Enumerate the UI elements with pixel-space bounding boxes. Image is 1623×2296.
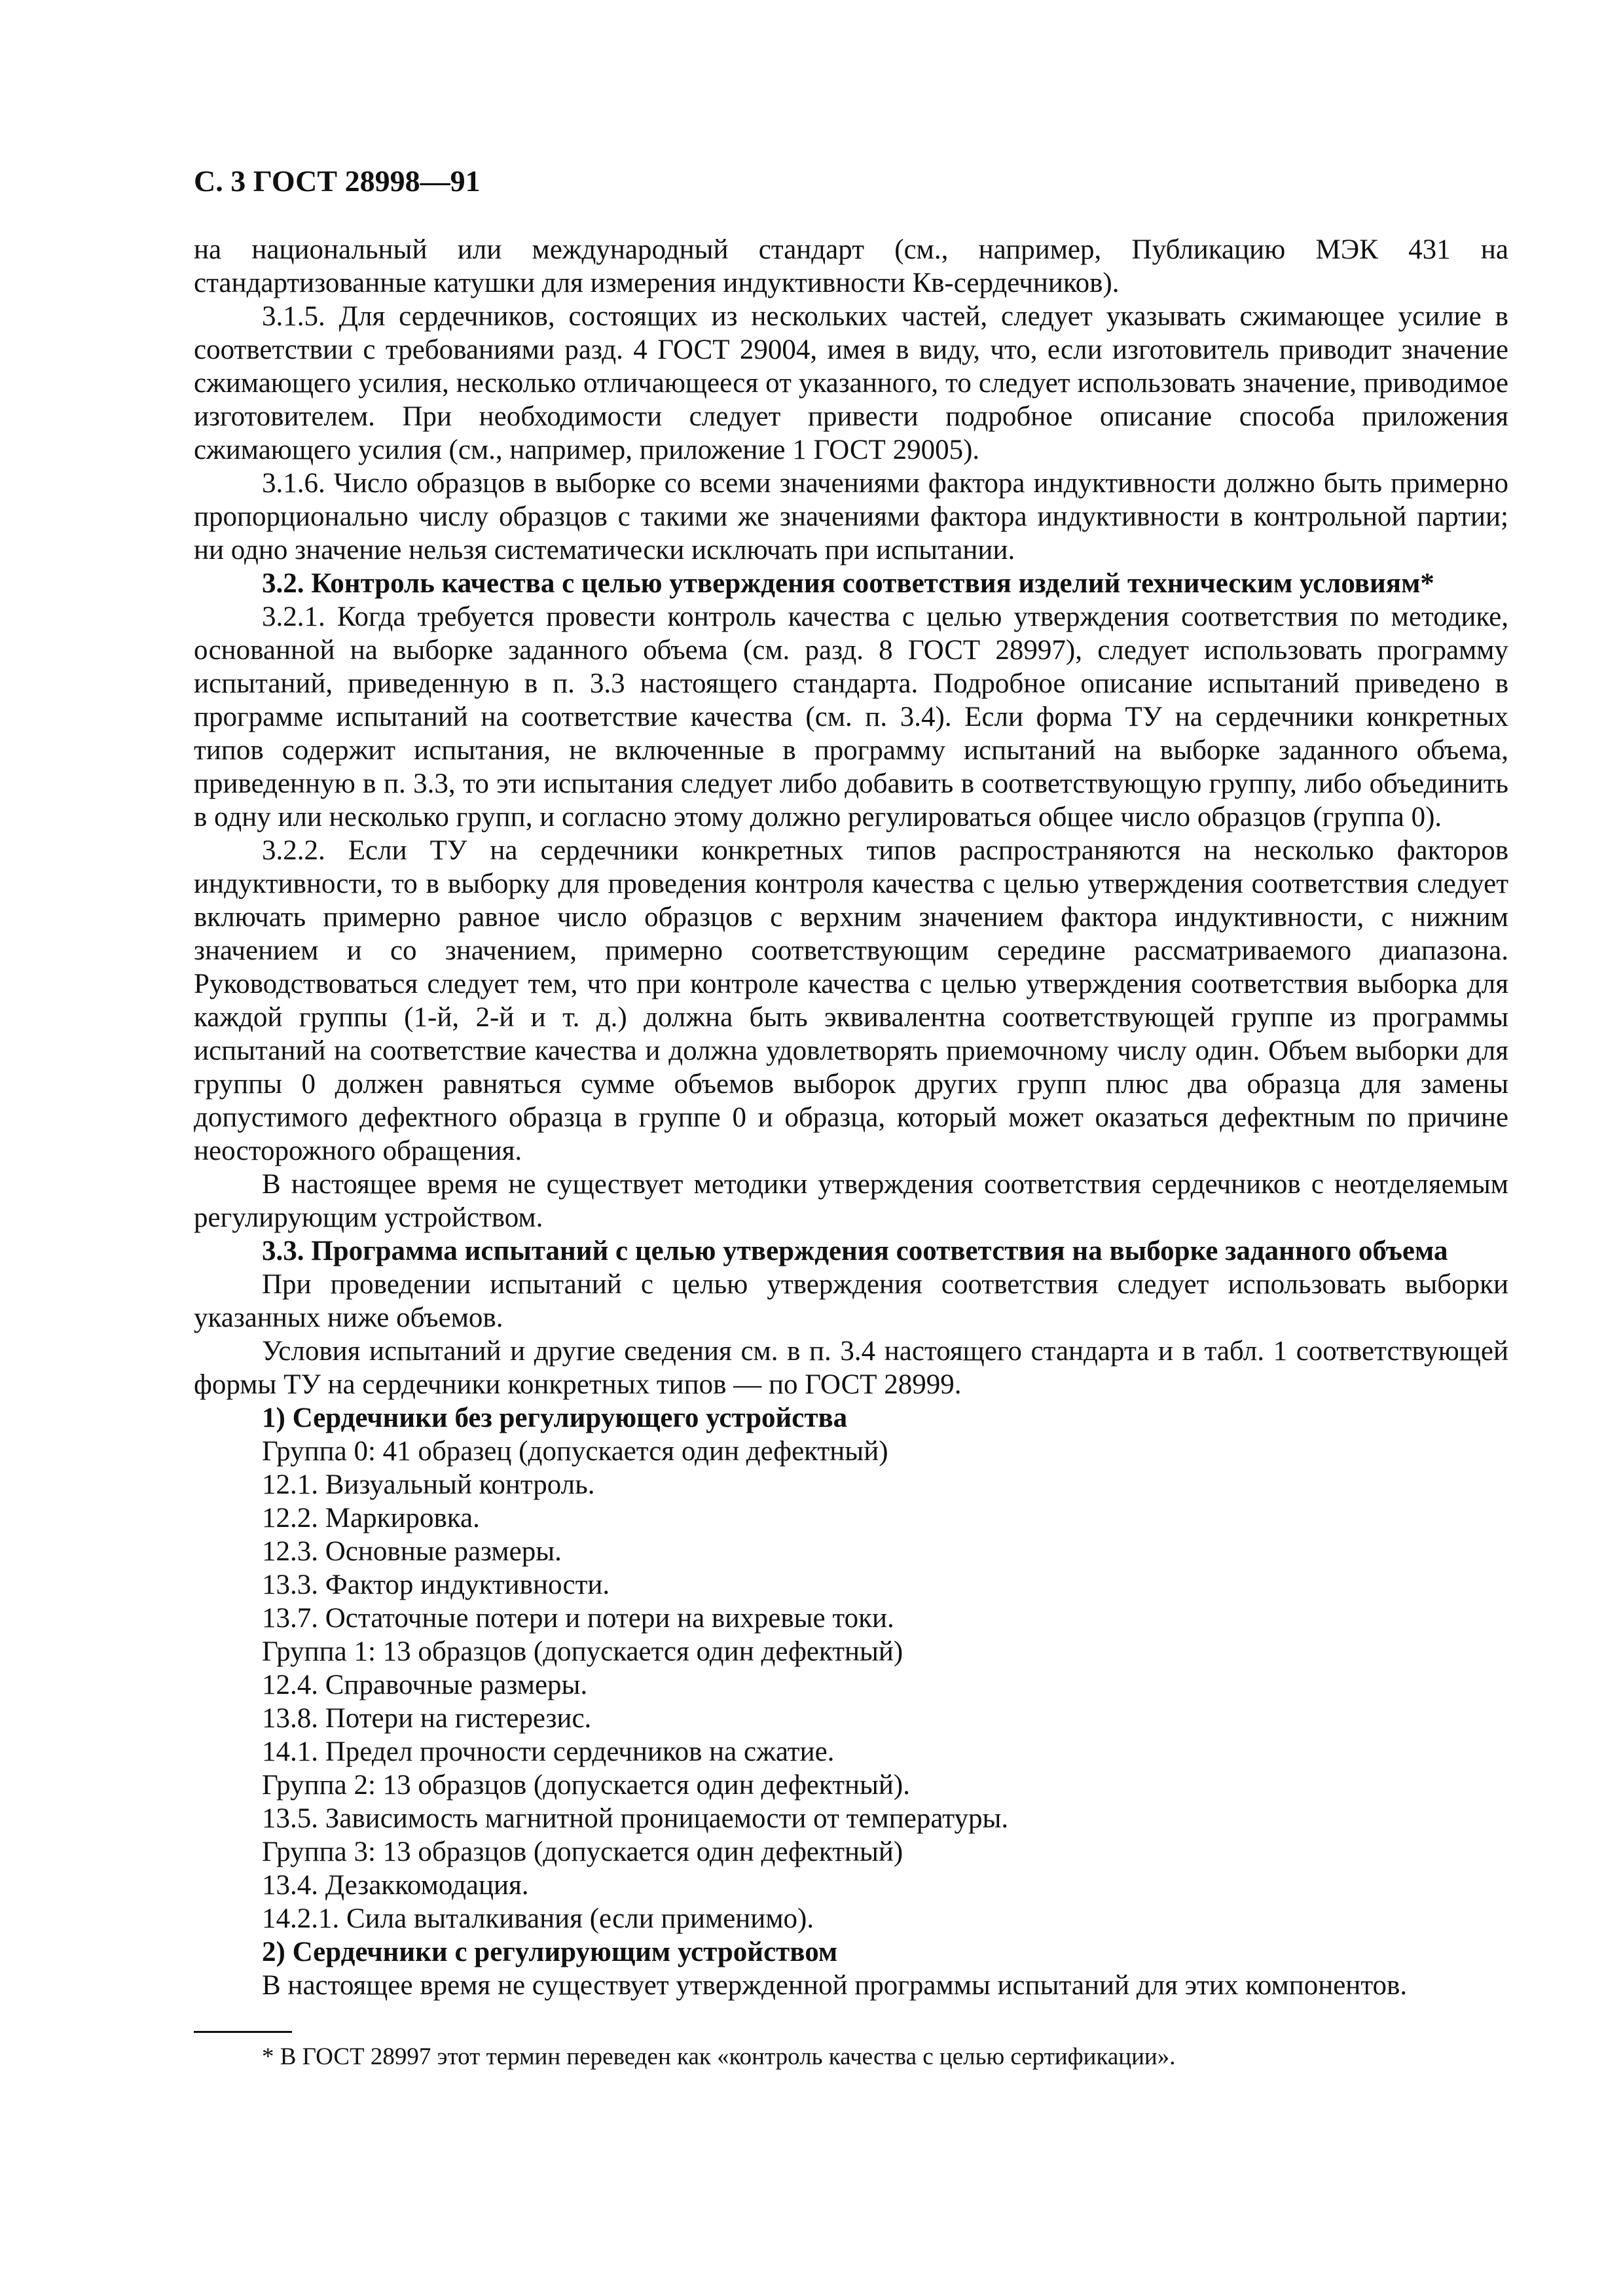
paragraph-no-method: В настоящее время не существует методики утверждения соответствия сердечников с неотделяемым регулирующим устройством. — [194, 1169, 1508, 1233]
paragraph-test-conditions: Условия испытаний и другие сведения см. в п. 3.4 настоящего стандарта и в табл. 1 соответствующей формы ТУ на сердечники конкретных типов — по ГОСТ 28999. — [194, 1336, 1508, 1400]
no-program-line: В настоящее время не существует утвержденной программы испытаний для этих компонентов. — [262, 1970, 1408, 2001]
footnote-divider — [194, 2031, 292, 2033]
paragraph-3-1-6: 3.1.6. Число образцов в выборке со всеми значениями фактора индуктивности должно быть примерно пропорционально числу образцов с такими же значениями фактора индуктивности в контрольной партии; ни одно значение нельзя систематически исключать при испытании. — [194, 468, 1508, 565]
list-item: 12.2. Маркировка. — [262, 1503, 480, 1534]
group-2-line: Группа 2: 13 образцов (допускается один дефектный). — [262, 1770, 910, 1801]
paragraph-continuation: на национальный или международный стандарт (см., например, Публикацию МЭК 431 на стандартизованные катушки для измерения индуктивности Кв-сердечников). — [194, 234, 1508, 298]
paragraph-sample-sizes: При проведении испытаний с целью утверждения соответствия следует использовать выборки указанных ниже объемов. — [194, 1269, 1508, 1333]
list-item: 13.7. Остаточные потери и потери на вихревые токи. — [262, 1603, 894, 1634]
list-heading-with-device: 2) Сердечники с регулирующим устройством — [262, 1937, 838, 1967]
section-heading-3-2: 3.2. Контроль качества с целью утверждения соответствия изделий техническим условиям* — [262, 568, 1434, 599]
paragraph-3-2-1: 3.2.1. Когда требуется провести контроль качества с целью утверждения соответствия по методике, основанной на выборке заданного объема (см. разд. 8 ГОСТ 28997), следует использовать программу испытаний, приведенную в п. 3.3 настоящего стандарта. Подробное описание испытаний приведено в программе испытаний на соответствие качества (см. п. 3.4). Если форма ТУ на сердечники конкретных типов содержит испытания, не включенные в программу испытаний на выборке заданного объема, приведенную в п. 3.3, то эти испытания следует либо добавить в соответствующую группу, либо объединить в одну или несколько групп, и согласно этому должно регулироваться общее число образцов (группа 0). — [194, 601, 1508, 833]
paragraph-3-2-2: 3.2.2. Если ТУ на сердечники конкретных типов распространяются на несколько факторов индуктивности, то в выборку для проведения контроля качества с целью утверждения соответствия следует включать примерно равное число образцов с верхним значением фактора индуктивности, с нижним значением и со значением, примерно соответствующим середине рассматриваемого диапазона. Руководствоваться следует тем, что при контроле качества с целью утверждения соответствия выборка для каждой группы (1-й, 2-й и т. д.) должна быть эквивалентна соответствующей группе из программы испытаний на соответствие качества и должна удовлетворять приемочному числу один. Объем выборки для группы 0 должен равняться сумме объемов выборок других групп плюс два образца для замены допустимого дефектного образца в группе 0 и образца, который может оказаться дефектным по причине неосторожного обращения. — [194, 835, 1508, 1166]
page-header: С. 3 ГОСТ 28998—91 — [194, 164, 481, 198]
group-0-line: Группа 0: 41 образец (допускается один дефектный) — [262, 1436, 888, 1467]
list-item: 14.2.1. Сила выталкивания (если применимо). — [262, 1903, 814, 1934]
list-heading-without-device: 1) Сердечники без регулирующего устройства — [262, 1403, 848, 1433]
list-item: 12.4. Справочные размеры. — [262, 1670, 588, 1700]
group-3-line: Группа 3: 13 образцов (допускается один дефектный) — [262, 1837, 903, 1867]
list-item: 13.8. Потери на гистерезис. — [262, 1703, 592, 1734]
list-item: 14.1. Предел прочности сердечников на сжатие. — [262, 1736, 835, 1767]
list-item: 12.1. Визуальный контроль. — [262, 1469, 595, 1500]
list-item: 13.4. Дезаккомодация. — [262, 1870, 529, 1901]
group-1-line: Группа 1: 13 образцов (допускается один дефектный) — [262, 1636, 903, 1667]
list-item: 13.5. Зависимость магнитной проницаемости от температуры. — [262, 1803, 1009, 1834]
footnote: * В ГОСТ 28997 этот термин переведен как «контроль качества с целью сертификации». — [262, 2043, 1176, 2070]
list-item: 13.3. Фактор индуктивности. — [262, 1570, 610, 1600]
paragraph-3-1-5: 3.1.5. Для сердечников, состоящих из нескольких частей, следует указывать сжимающее усилие в соответствии с требованиями разд. 4 ГОСТ 29004, имея в виду, что, если изготовитель приводит значение сжимающего усилия, несколько отличающееся от указанного, то следует использовать значение, приводимое изготовителем. При необходимости следует привести подробное описание способа приложения сжимающего усилия (см., например, приложение 1 ГОСТ 29005). — [194, 301, 1508, 465]
document-page — [194, 164, 1508, 2072]
section-heading-3-3: 3.3. Программа испытаний с целью утверждения соответствия на выборке заданного объема — [262, 1236, 1448, 1266]
list-item: 12.3. Основные размеры. — [262, 1536, 562, 1567]
